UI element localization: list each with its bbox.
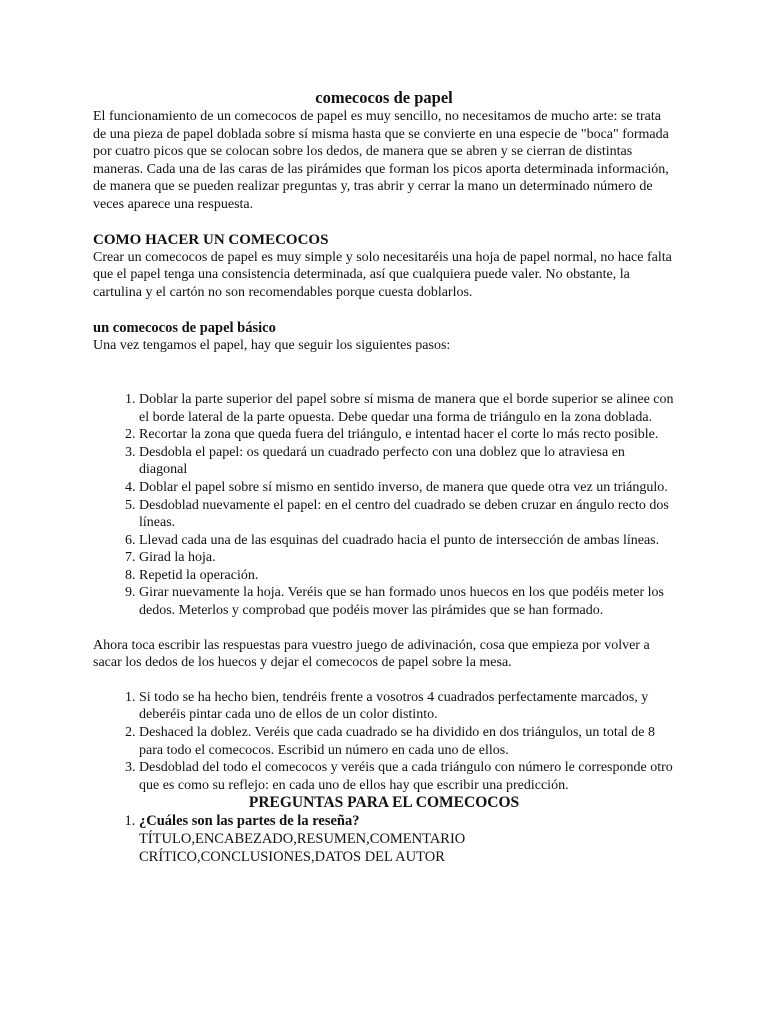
question-text: ¿Cuáles son las partes de la reseña? [139, 813, 360, 830]
intro-paragraph: El funcionamiento de un comecocos de papel es muy sencillo, no necesitamos de mucho arte: se trata de una pieza de papel doblada sobre sí misma hasta que se convierte en una especie de "boca" formada por cuatro picos que se colocan sobre los dedos, de manera que se abren y se cierran de distintas maneras. Cada una de las caras de las pirámides que forman los picos aporta determinada información, de manera que se pueden realizar preguntas y, tras abrir y cerrar la mano un determinado número de veces aparece una respuesta. [93, 109, 669, 212]
list-item: 3. Desdoblad del todo el comecocos y veréis que a cada triángulo con número le corresponde otro que es como su reflejo: en cada uno de ellos hay que escribir una predicción. [139, 759, 675, 794]
questions-list [93, 812, 675, 866]
question-item [139, 812, 675, 866]
steps-list-2 [93, 689, 675, 795]
section-paragraph-como-hacer: Crear un comecocos de papel es muy simple y solo necesitaréis una hoja de papel normal, no hace falta que el papel tenga una consistencia determinada, así que cualquiera puede valer. No obstante, la cartulina y el cartón no son recomendables porque cuesta doblarlos. [93, 249, 672, 300]
list-item: 7. Girad la hoja. [139, 549, 675, 567]
list-item: 2. Deshaced la doblez. Veréis que cada cuadrado se ha dividido en dos triángulos, un total de 8 para todo el comecocos. Escribid un número en cada uno de ellos. [139, 724, 675, 759]
list-item: 8. Repetid la operación. [139, 567, 675, 585]
steps-list [93, 391, 675, 620]
list-item: 6. Llevad cada una de las esquinas del cuadrado hacia el punto de intersección de ambas líneas. [139, 532, 675, 550]
list-item: 1. Si todo se ha hecho bien, tendréis frente a vosotros 4 cuadrados perfectamente marcados, y deberéis pintar cada uno de ellos de un color distinto. [139, 689, 675, 724]
questions-heading: PREGUNTAS PARA EL COMECOCOS [248, 794, 520, 812]
list-item: 4. Doblar el papel sobre sí mismo en sentido inverso, de manera que quede otra vez un triángulo. [139, 479, 675, 497]
answer-text: TÍTULO,ENCABEZADO,RESUMEN,COMENTARIO CRÍTICO,CONCLUSIONES,DATOS DEL AUTOR [139, 831, 466, 866]
after-steps-paragraph: Ahora toca escribir las respuestas para vuestro juego de adivinación, cosa que empieza por volver a sacar los dedos de los huecos y dejar el comecocos de papel sobre la mesa. [93, 637, 650, 671]
list-item: 3. Desdobla el papel: os quedará un cuadrado perfecto con una doblez que lo atraviesa en diagonal [139, 444, 675, 479]
list-item: 2. Recortar la zona que queda fuera del triángulo, e intentad hacer el corte lo más recto posible. [139, 426, 675, 444]
section-heading-como-hacer: COMO HACER UN COMECOCOS [93, 231, 329, 248]
section-paragraph-basico: Una vez tengamos el papel, hay que seguir los siguientes pasos: [93, 338, 451, 354]
document-title: comecocos de papel [315, 88, 453, 107]
list-item: 9. Girar nuevamente la hoja. Veréis que se han formado unos huecos en los que podéis meter los dedos. Meterlos y comprobad que podéis mover las pirámides que se han formado. [139, 584, 675, 619]
list-item: 5. Desdoblad nuevamente el papel: en el centro del cuadrado se deben cruzar en ángulo recto dos líneas. [139, 497, 675, 532]
section-heading-basico: un comecocos de papel básico [93, 320, 276, 337]
document-page [93, 88, 675, 866]
list-item: 1. Doblar la parte superior del papel sobre sí misma de manera que el borde superior se alinee con el borde lateral de la parte opuesta. Debe quedar una forma de triángulo en la zona doblada. [139, 391, 675, 426]
